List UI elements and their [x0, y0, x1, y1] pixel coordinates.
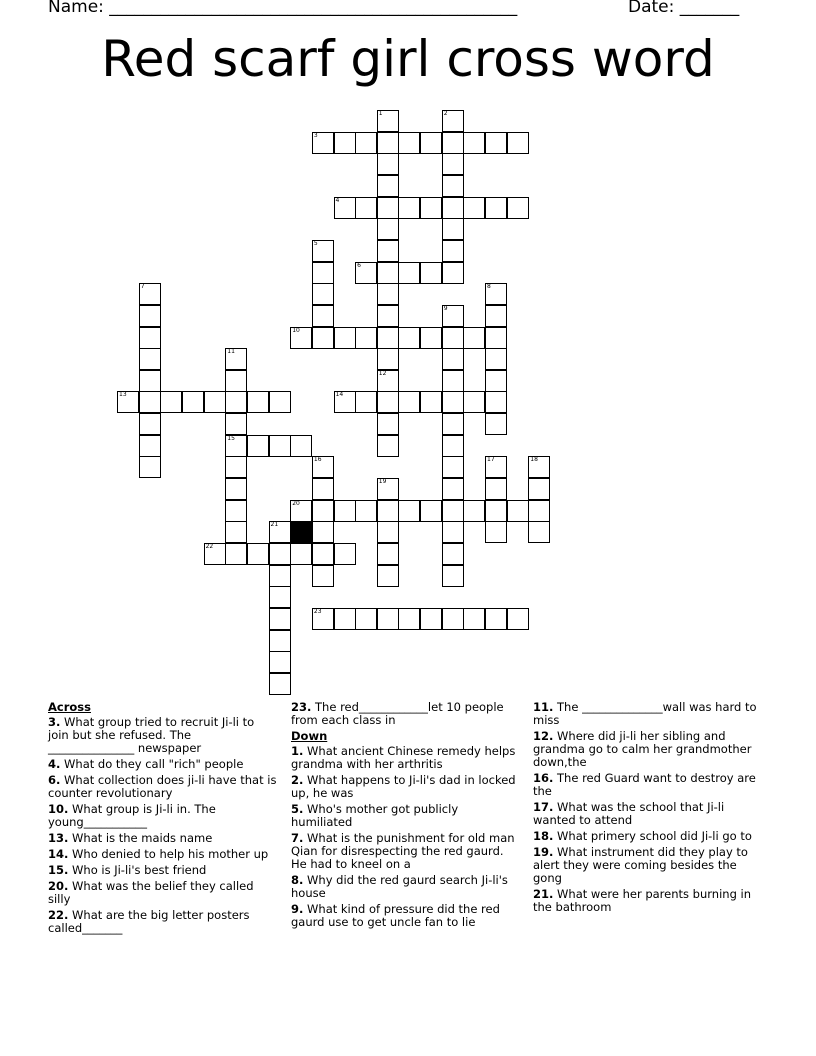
- clue-down-11: [533, 701, 763, 727]
- grid-cell[interactable]: [312, 565, 334, 587]
- clue-across-4: [48, 758, 278, 771]
- clue-across-6: [48, 774, 278, 800]
- clue-down-9: [291, 903, 521, 929]
- grid-cell[interactable]: [398, 262, 420, 284]
- grid-cell[interactable]: [442, 110, 464, 132]
- grid-cell[interactable]: [377, 283, 399, 305]
- grid-cell[interactable]: [377, 110, 399, 132]
- clue-across-13: [48, 832, 278, 845]
- grid-cell[interactable]: [225, 413, 247, 435]
- grid-cell[interactable]: [139, 370, 161, 392]
- grid-cell[interactable]: [398, 327, 420, 349]
- clue-down-18: [533, 830, 763, 843]
- grid-cell[interactable]: [269, 608, 291, 630]
- grid-cell[interactable]: [377, 413, 399, 435]
- grid-cell[interactable]: [442, 175, 464, 197]
- clue-number: 6.: [48, 773, 61, 787]
- grid-cell[interactable]: [507, 132, 529, 154]
- grid-cell[interactable]: [485, 500, 507, 522]
- grid-cell[interactable]: [377, 240, 399, 262]
- clue-number: 1.: [291, 744, 304, 758]
- grid-cell[interactable]: [463, 197, 485, 219]
- cell-number: 4: [335, 196, 340, 204]
- grid-cell[interactable]: [528, 500, 550, 522]
- grid-cell[interactable]: [225, 391, 247, 413]
- grid-cell[interactable]: [269, 543, 291, 565]
- cell-number: 3: [313, 131, 318, 139]
- cell-number: 19: [378, 478, 387, 485]
- clue-down-5: [291, 803, 521, 829]
- grid-cell[interactable]: [485, 327, 507, 349]
- grid-cell[interactable]: [312, 500, 334, 522]
- grid-cell[interactable]: [139, 283, 161, 305]
- cell-number: 2: [443, 110, 448, 117]
- grid-cell[interactable]: [334, 543, 356, 565]
- clue-text: The red Guard want to destroy are the: [533, 771, 756, 798]
- grid-cell[interactable]: [442, 327, 464, 349]
- grid-cell[interactable]: [377, 327, 399, 349]
- clue-text: The red____________let 10 people from each class in: [291, 700, 504, 727]
- grid-cell[interactable]: [442, 262, 464, 284]
- grid-cell[interactable]: [377, 478, 399, 500]
- clue-text: What collection does ji-li have that is counter revolutionary: [48, 773, 277, 800]
- grid-cell[interactable]: [355, 500, 377, 522]
- grid-cell[interactable]: [442, 543, 464, 565]
- grid-cell[interactable]: [377, 543, 399, 565]
- grid-cell[interactable]: [442, 391, 464, 413]
- grid-cell[interactable]: [225, 348, 247, 370]
- cell-number: 8: [487, 283, 491, 291]
- clue-number: 11.: [533, 700, 554, 714]
- grid-cell[interactable]: [312, 240, 334, 262]
- grid-cell[interactable]: [225, 456, 247, 478]
- cell-number: 1: [378, 110, 383, 117]
- grid-cell[interactable]: [442, 413, 464, 435]
- grid-cell[interactable]: [377, 435, 399, 457]
- clue-text: Who is Ji-li's best friend: [72, 863, 207, 877]
- clue-text: What kind of pressure did the red gaurd use to get uncle fan to lie: [291, 902, 500, 929]
- clue-number: 21.: [533, 887, 554, 901]
- across-heading: Across: [48, 700, 91, 714]
- grid-cell[interactable]: [377, 521, 399, 543]
- grid-cell[interactable]: [312, 543, 334, 565]
- clue-text: What were her parents burning in the bathroom: [533, 887, 752, 914]
- grid-cell[interactable]: [485, 521, 507, 543]
- cell-number: 7: [140, 283, 145, 291]
- clue-number: 9.: [291, 902, 304, 916]
- cell-number: 12: [378, 369, 387, 377]
- grid-cell[interactable]: [442, 435, 464, 457]
- grid-cell[interactable]: [139, 327, 161, 349]
- grid-cell[interactable]: [377, 175, 399, 197]
- clue-number: 16.: [533, 771, 554, 785]
- grid-cell[interactable]: [225, 370, 247, 392]
- clue-number: 13.: [48, 831, 69, 845]
- grid-cell[interactable]: [442, 218, 464, 240]
- grid-cell[interactable]: [463, 327, 485, 349]
- grid-cell[interactable]: [269, 521, 291, 543]
- clue-number: 2.: [291, 773, 304, 787]
- grid-cell[interactable]: [442, 478, 464, 500]
- clue-down-21: [533, 888, 763, 914]
- grid-cell[interactable]: [312, 608, 334, 630]
- clue-down-8: [291, 874, 521, 900]
- cell-number: 6: [357, 261, 361, 269]
- grid-cell[interactable]: [485, 132, 507, 154]
- clue-column-1: [48, 701, 278, 938]
- clue-text: The ______________wall was hard to miss: [533, 700, 757, 727]
- clue-down-2: [291, 774, 521, 800]
- grid-cell[interactable]: [377, 348, 399, 370]
- cell-number: 21: [270, 521, 279, 529]
- grid-cell[interactable]: [225, 500, 247, 522]
- grid-cell[interactable]: [355, 391, 377, 413]
- grid-cell[interactable]: [377, 608, 399, 630]
- grid-cell[interactable]: [269, 630, 291, 652]
- grid-cell[interactable]: [377, 262, 399, 284]
- grid-cell[interactable]: [290, 543, 312, 565]
- clue-number: 5.: [291, 802, 304, 816]
- grid-cell[interactable]: [528, 478, 550, 500]
- grid-cell[interactable]: [420, 197, 442, 219]
- grid-cell[interactable]: [485, 456, 507, 478]
- grid-cell[interactable]: [442, 348, 464, 370]
- grid-cell[interactable]: [247, 391, 269, 413]
- grid-cell[interactable]: [312, 521, 334, 543]
- grid-cell[interactable]: [334, 132, 356, 154]
- grid-cell[interactable]: [139, 456, 161, 478]
- grid-cell[interactable]: [139, 413, 161, 435]
- cell-number: 18: [530, 456, 538, 464]
- grid-cell[interactable]: [485, 348, 507, 370]
- clue-text: What was the school that Ji-li wanted to attend: [533, 800, 725, 827]
- cell-number: 5: [313, 239, 318, 247]
- grid-cell[interactable]: [334, 197, 356, 219]
- puzzle-title: Red scarf girl cross word: [101, 30, 715, 88]
- grid-cell[interactable]: [139, 435, 161, 457]
- grid-cell[interactable]: [139, 348, 161, 370]
- clue-number: 7.: [291, 831, 304, 845]
- clue-text: What is the punishment for old man Qian for disrespecting the red gaurd. He had to kneel on a: [291, 831, 515, 871]
- cell-number: 17: [487, 456, 495, 464]
- clue-text: What group tried to recruit Ji-li to join but she refused. The _______________ newspaper: [48, 715, 255, 755]
- grid-cell[interactable]: [312, 305, 334, 327]
- grid-cell[interactable]: [269, 391, 291, 413]
- grid-cell[interactable]: [442, 240, 464, 262]
- grid-cell[interactable]: [442, 305, 464, 327]
- grid-cell[interactable]: [377, 197, 399, 219]
- grid-cell[interactable]: [398, 197, 420, 219]
- clue-across-22: [48, 909, 278, 935]
- grid-cell[interactable]: [377, 305, 399, 327]
- clue-down-17: [533, 801, 763, 827]
- grid-cell[interactable]: [312, 478, 334, 500]
- clue-number: 12.: [533, 729, 554, 743]
- grid-cell[interactable]: [334, 327, 356, 349]
- cell-number: 20: [292, 499, 300, 507]
- down-heading: Down: [291, 729, 328, 743]
- grid-cell[interactable]: [160, 391, 182, 413]
- grid-cell[interactable]: [463, 132, 485, 154]
- clue-across-3: [48, 716, 278, 755]
- clue-number: 23.: [291, 700, 312, 714]
- grid-cell[interactable]: [139, 391, 161, 413]
- clue-number: 14.: [48, 847, 69, 861]
- grid-cell[interactable]: [290, 435, 312, 457]
- name-line[interactable]: ________________________________________________: [109, 0, 518, 17]
- grid-cell[interactable]: [507, 500, 529, 522]
- grid-cell[interactable]: [312, 456, 334, 478]
- name-label: Name:: [48, 0, 104, 17]
- grid-cell[interactable]: [485, 370, 507, 392]
- clue-text: Who denied to help his mother up: [72, 847, 269, 861]
- grid-cell[interactable]: [442, 565, 464, 587]
- grid-cell[interactable]: [355, 262, 377, 284]
- cell-number: 13: [119, 391, 127, 399]
- grid-cell[interactable]: [420, 262, 442, 284]
- clue-text: Where did ji-li her sibling and grandma go to calm her grandmother down,the: [533, 729, 752, 769]
- cell-number: 16: [313, 456, 322, 464]
- date-label: Date:: [628, 0, 675, 17]
- grid-cell[interactable]: [420, 608, 442, 630]
- cell-number: 22: [205, 543, 214, 550]
- clue-text: What instrument did they play to alert they were coming besides the gong: [533, 845, 748, 885]
- grid-cell[interactable]: [182, 391, 204, 413]
- grid-cell[interactable]: [290, 500, 312, 522]
- grid-cell[interactable]: [442, 132, 464, 154]
- grid-cell[interactable]: [442, 521, 464, 543]
- grid-cell[interactable]: [225, 478, 247, 500]
- grid-cell[interactable]: [528, 456, 550, 478]
- cell-number: 11: [227, 348, 235, 356]
- clue-number: 17.: [533, 800, 554, 814]
- grid-cell[interactable]: [420, 327, 442, 349]
- clue-number: 18.: [533, 829, 554, 843]
- grid-cell[interactable]: [442, 370, 464, 392]
- grid-cell[interactable]: [269, 565, 291, 587]
- grid-cell[interactable]: [398, 132, 420, 154]
- clue-text: What are the big letter posters called_______: [48, 908, 250, 935]
- grid-cell[interactable]: [377, 370, 399, 392]
- grid-cell[interactable]: [377, 132, 399, 154]
- grid-cell[interactable]: [377, 565, 399, 587]
- grid-cell[interactable]: [485, 283, 507, 305]
- clue-down-16: [533, 772, 763, 798]
- clue-number: 20.: [48, 879, 69, 893]
- clue-text: What was the belief they called silly: [48, 879, 254, 906]
- clue-across-10: [48, 803, 278, 829]
- grid-cell[interactable]: [334, 608, 356, 630]
- grid-cell[interactable]: [398, 391, 420, 413]
- clue-number: 3.: [48, 715, 61, 729]
- cell-number: 9: [443, 304, 448, 312]
- grid-cell[interactable]: [225, 435, 247, 457]
- grid-cell[interactable]: [442, 608, 464, 630]
- grid-cell[interactable]: [269, 651, 291, 673]
- grid-cell[interactable]: [528, 521, 550, 543]
- clue-down-12: [533, 730, 763, 769]
- clue-text: What ancient Chinese remedy helps grandma with her arthritis: [291, 744, 516, 771]
- grid-cell[interactable]: [117, 391, 139, 413]
- clue-number: 22.: [48, 908, 69, 922]
- clue-column-2: [291, 701, 521, 932]
- clue-down-19: [533, 846, 763, 885]
- grid-cell[interactable]: [463, 608, 485, 630]
- grid-cell[interactable]: [398, 500, 420, 522]
- grid-cell[interactable]: [355, 608, 377, 630]
- clue-across-20: [48, 880, 278, 906]
- clue-column-3: [533, 701, 763, 917]
- grid-cell[interactable]: [312, 283, 334, 305]
- grid-cell[interactable]: [398, 608, 420, 630]
- grid-cell[interactable]: [139, 305, 161, 327]
- cell-number: 23: [313, 608, 322, 615]
- cell-number: 10: [292, 326, 300, 334]
- grid-cell[interactable]: [442, 456, 464, 478]
- grid-cell[interactable]: [312, 327, 334, 349]
- clue-number: 19.: [533, 845, 554, 859]
- grid-cell[interactable]: [204, 543, 226, 565]
- grid-cell[interactable]: [507, 197, 529, 219]
- grid-cell[interactable]: [312, 132, 334, 154]
- clue-down-1: [291, 745, 521, 771]
- cell-number: 14: [335, 391, 344, 399]
- clue-number: 15.: [48, 863, 69, 877]
- grid-cell[interactable]: [485, 608, 507, 630]
- grid-cell[interactable]: [290, 327, 312, 349]
- grid-cell[interactable]: [463, 500, 485, 522]
- clue-number: 8.: [291, 873, 304, 887]
- grid-cell[interactable]: [247, 543, 269, 565]
- grid-cell[interactable]: [485, 413, 507, 435]
- grid-cell[interactable]: [355, 327, 377, 349]
- clue-text: What is the maids name: [72, 831, 213, 845]
- grid-cell[interactable]: [420, 391, 442, 413]
- grid-cell[interactable]: [485, 391, 507, 413]
- grid-cell[interactable]: [485, 305, 507, 327]
- cell-number: 15: [227, 434, 235, 442]
- clue-text: Who's mother got publicly humiliated: [291, 802, 459, 829]
- grid-cell[interactable]: [247, 435, 269, 457]
- grid-cell[interactable]: [225, 543, 247, 565]
- date-line[interactable]: _______: [679, 0, 740, 17]
- grid-cell[interactable]: [377, 500, 399, 522]
- grid-cell[interactable]: [269, 673, 291, 695]
- grid-cell[interactable]: [507, 608, 529, 630]
- grid-cell[interactable]: [269, 586, 291, 608]
- clue-across-23: [291, 701, 521, 727]
- grid-cell[interactable]: [355, 132, 377, 154]
- grid-cell[interactable]: [420, 500, 442, 522]
- grid-cell[interactable]: [377, 391, 399, 413]
- grid-cell[interactable]: [377, 218, 399, 240]
- clue-text: What do they call "rich" people: [64, 757, 244, 771]
- grid-cell[interactable]: [463, 391, 485, 413]
- clue-across-14: [48, 848, 278, 861]
- clue-text: What happens to Ji-li's dad in locked up, he was: [291, 773, 516, 800]
- grid-cell[interactable]: [485, 197, 507, 219]
- black-square: [290, 521, 312, 543]
- clue-across-15: [48, 864, 278, 877]
- grid-cell[interactable]: [442, 197, 464, 219]
- clue-text: What primery school did Ji-li go to: [557, 829, 752, 843]
- grid-cell[interactable]: [485, 478, 507, 500]
- grid-cell[interactable]: [225, 521, 247, 543]
- clue-text: What group is Ji-li in. The young___________: [48, 802, 216, 829]
- grid-cell[interactable]: [355, 197, 377, 219]
- clue-number: 10.: [48, 802, 69, 816]
- grid-cell[interactable]: [377, 153, 399, 175]
- grid-cell[interactable]: [442, 153, 464, 175]
- grid-cell[interactable]: [334, 500, 356, 522]
- clue-down-7: [291, 832, 521, 871]
- grid-cell[interactable]: [442, 500, 464, 522]
- grid-cell[interactable]: [420, 132, 442, 154]
- clue-text: Why did the red gaurd search Ji-li's house: [291, 873, 508, 900]
- grid-cell[interactable]: [312, 262, 334, 284]
- grid-cell[interactable]: [334, 391, 356, 413]
- grid-cell[interactable]: [204, 391, 226, 413]
- grid-cell[interactable]: [269, 435, 291, 457]
- clue-number: 4.: [48, 757, 61, 771]
